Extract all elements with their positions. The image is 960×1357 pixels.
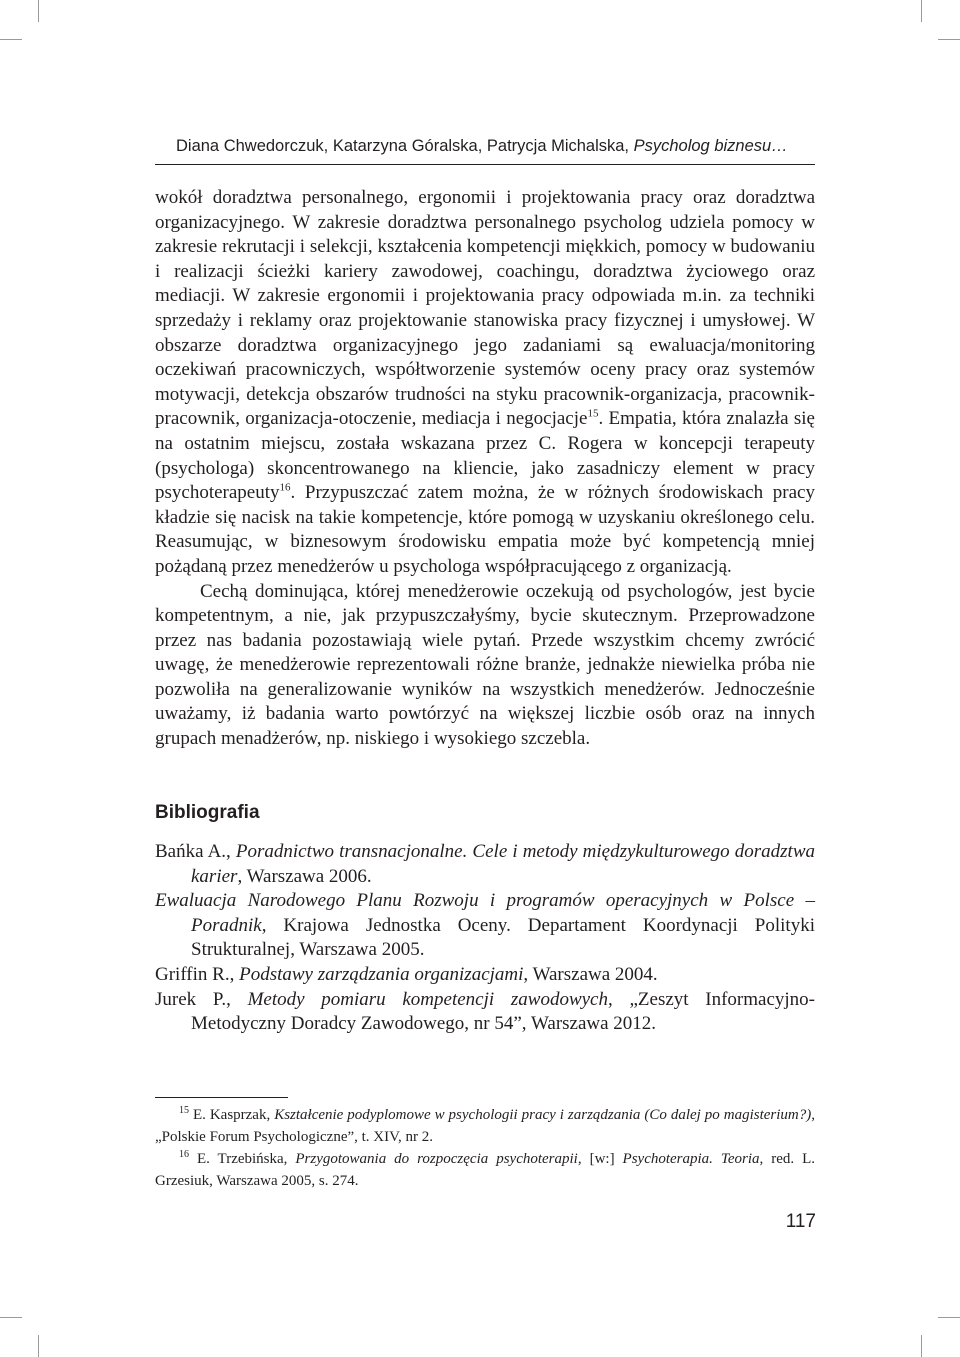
entry-title: Podstawy zarządzania organizacjami	[239, 963, 524, 985]
footnote-details: , red. L. Grzesiuk, Warszawa 2005, s. 274.	[155, 1151, 815, 1189]
paragraph-1-part-3: . Przypuszczać zatem można, że w różnych środowiskach pracy kładzie się nacisk na takie kompetencje, które pomogą w uzyskaniu określonego celu. Reasumując, w biznesowym środowisku empatia może być kompetencją mniej pożądaną przez menedżerów u psychologa współpracującego z organizacją.	[155, 482, 815, 577]
paragraph-1	[155, 186, 815, 580]
entry-details: , „Zeszyt Informacyjno-Metodyczny Doradcy Zawodowego, nr 54”, Warszawa 2012.	[191, 988, 816, 1035]
footnote-16	[155, 1148, 815, 1192]
footnote-connector: , [w:]	[577, 1151, 623, 1167]
footnote-number: 15	[179, 1105, 189, 1116]
entry-author: Griffin R.,	[155, 963, 240, 985]
footnote-book-title: Psychoterapia. Teoria	[622, 1151, 760, 1167]
bibliography-entry	[155, 889, 815, 963]
crop-mark-bottom-right	[938, 1317, 960, 1318]
footnote-rule	[155, 1097, 288, 1098]
page-number: 117	[785, 1211, 816, 1232]
bibliography-heading: Bibliografia	[155, 802, 260, 823]
paragraph-1-part-1: wokół doradztwa personalnego, ergonomii i projektowania pracy oraz doradztwa organizacyjnego. W zakresie doradztwa personalnego psycholog udziela pomocy w zakresie rekrutacji i selekcji, kształcenia kompetencji miękkich, pomocy w budowaniu i realizacji ścieżki kariery zawodowej, coachingu, doradztwa życiowego oraz mediacji. W zakresie ergonomii i projektowania pracy odpowiada m.in. za techniki sprzedaży i reklamy oraz projektowanie stanowiska pracy fizycznej i umysłowej. W obszarze doradztwa organizacyjnego jego zadaniami są ewaluacja/monitoring oczekiwań pracowniczych, współtworzenie systemów oceny pracy oraz systemów motywacji, detekcja obszarów trudności na styku pracownik-organizacja, pracownik-pracownik, organizacja-otoczenie, mediacja i negocjacje	[155, 187, 815, 430]
entry-details: , Warszawa 2004.	[523, 963, 658, 985]
paragraph-1-part-2: . Empatia, która znalazła się na ostatnim miejscu, została wskazana przez C. Rogera w koncepcji terapeuty (psychologa) skoncentrowanego na kliencie, jako zasadniczy element w pracy psychoterapeuty	[155, 408, 815, 504]
crop-mark-top-left-v	[38, 0, 39, 22]
footnote-author: E. Kasprzak,	[189, 1107, 275, 1123]
bibliography-list	[155, 840, 815, 1037]
header-title: Psycholog biznesu…	[633, 137, 788, 155]
crop-mark-top-right	[938, 39, 960, 40]
bibliography-entry	[155, 963, 815, 988]
header-rule	[155, 164, 815, 165]
entry-title: Ewaluacja Narodowego Planu Rozwoju i programów operacyjnych w Polsce – Poradnik	[155, 890, 815, 936]
crop-mark-top-left	[0, 39, 22, 40]
footnote-title: Kształcenie podyplomowe w psychologii pracy i zarządzania (Co dalej po magisterium?)	[274, 1107, 812, 1123]
entry-title: Poradnictwo transnacjonalne. Cele i metody międzykulturowego doradztwa karier	[191, 841, 815, 887]
entry-details: , Krajowa Jednostka Oceny. Departament Koordynacji Polityki Strukturalnej, Warszawa 2005.	[191, 914, 815, 961]
crop-mark-bottom-left	[0, 1317, 22, 1318]
entry-author: Bańka A.,	[155, 841, 236, 862]
crop-mark-bottom-left-v	[38, 1335, 39, 1357]
footnote-details: , „Polskie Forum Psychologiczne”, t. XIV, nr 2.	[155, 1107, 815, 1145]
bibliography-entry	[155, 840, 815, 889]
paragraph-2: Cechą dominująca, której menedżerowie oczekują od psychologów, jest bycie kompetentnym, a nie, jak przypuszczałyśmy, bycie skutecznym. Przeprowadzone przez nas badania pozostawiają wiele pytań. Przede wszystkim chcemy zwrócić uwagę, że menedżerowie reprezentowali różne branże, jednakże niewielka próba nie pozwoliła na generalizowanie wyników na wszystkich menedżerów. Jednocześnie uważamy, iż badania warto powtórzyć na większej liczbie osób oraz na innych grupach menadżerów, np. niskiego i wysokiego szczebla.	[155, 580, 815, 750]
footnote-ref-15[interactable]: 15	[587, 408, 599, 421]
header-authors: Diana Chwedorczuk, Katarzyna Góralska, Patrycja Michalska,	[176, 137, 634, 155]
footnote-number: 16	[179, 1149, 189, 1160]
crop-mark-top-right-v	[921, 0, 922, 22]
entry-author: Jurek P.,	[155, 988, 248, 1010]
footnote-ref-16[interactable]: 16	[279, 481, 291, 494]
bibliography-entry	[155, 988, 815, 1037]
footnote-title: Przygotowania do rozpoczęcia psychoterapii	[295, 1151, 578, 1167]
running-header	[176, 137, 816, 156]
entry-details: , Warszawa 2006.	[237, 865, 372, 887]
footnote-author: E. Trzebińska,	[189, 1151, 296, 1167]
footnotes	[155, 1104, 815, 1192]
footnote-15	[155, 1104, 815, 1148]
body-text	[155, 186, 815, 752]
crop-mark-bottom-right-v	[921, 1335, 922, 1357]
entry-title: Metody pomiaru kompetencji zawodowych	[247, 988, 608, 1010]
